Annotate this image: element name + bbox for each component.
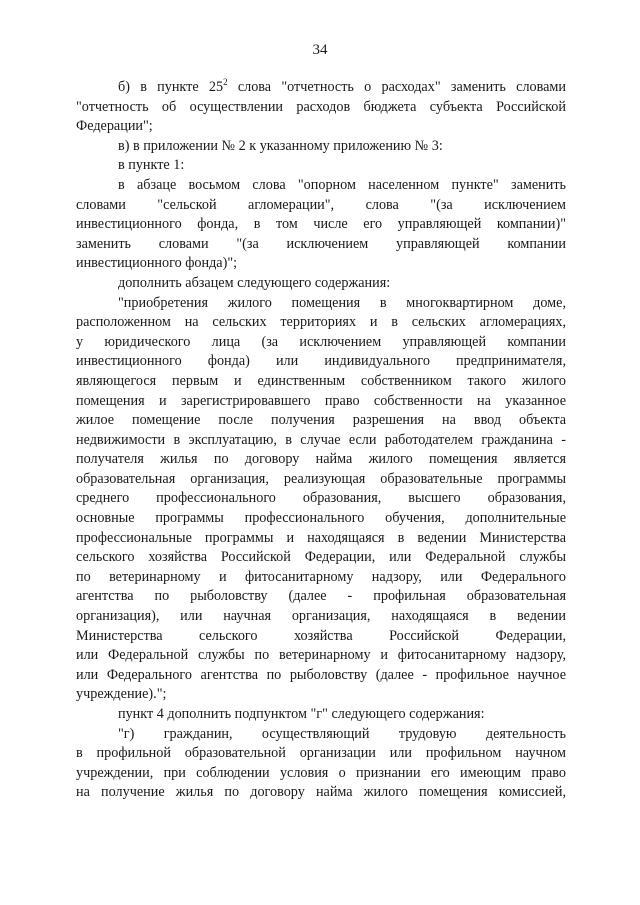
superscript: 2 bbox=[223, 78, 228, 87]
text-line: помещения и зарегистрировавшего право собственности на указанное bbox=[76, 392, 566, 409]
text-line: инвестиционного фонда)"; bbox=[76, 255, 238, 272]
text-line: в пункте 1: bbox=[118, 157, 185, 174]
text-line: в профильной образовательной организации или профильном научном bbox=[76, 745, 566, 762]
text-line: "отчетность об осуществлении расходов бюджета субъекта Российской bbox=[76, 98, 566, 115]
text-line: пункт 4 дополнить подпунктом "г" следующего содержания: bbox=[118, 706, 485, 722]
document-body bbox=[76, 78, 566, 803]
page-number: 34 bbox=[312, 42, 328, 58]
text-line: недвижимости в эксплуатацию, в случае если работодателем гражданина - bbox=[76, 431, 566, 448]
text-line: инвестиционного фонда, в том числе его управляющей компании)" bbox=[76, 216, 566, 233]
text-line: заменить словами "(за исключением управляющей компании bbox=[76, 235, 566, 252]
text-line: словами "сельской агломерации", слова "(за исключением bbox=[76, 196, 566, 213]
text-line: расположенном на сельских территориях и в сельских агломерациях, bbox=[76, 314, 566, 331]
text-line: агентства по рыболовству (далее - профильная образовательная bbox=[76, 588, 566, 605]
text-line: получателя жилья по договору найма жилого помещения является bbox=[76, 451, 566, 468]
text-line: являющегося первым и единственным собственником такого жилого bbox=[76, 372, 566, 389]
text-line: Федерации"; bbox=[76, 118, 153, 135]
text-line: основные программы профессионального обучения, дополнительные bbox=[76, 510, 566, 527]
text-line: среднего профессионального образования, высшего образования, bbox=[76, 490, 566, 507]
text-line: по ветеринарному и фитосанитарному надзору, или Федерального bbox=[76, 568, 566, 585]
text-fragment: слова "отчетность о расходах" заменить словами bbox=[227, 79, 566, 95]
text-line: в абзаце восьмом слова "опорном населенном пункте" заменить bbox=[118, 176, 566, 193]
text-line: или Федеральной службы по ветеринарному и фитосанитарному надзору, bbox=[76, 647, 566, 664]
text-fragment: б) в пункте 25 bbox=[118, 79, 224, 95]
text-line: дополнить абзацем следующего содержания: bbox=[118, 274, 391, 291]
text-line: "приобретения жилого помещения в многоквартирном доме, bbox=[118, 294, 566, 311]
text-line: жилое помещение после получения разрешения на ввод объекта bbox=[76, 412, 566, 429]
text-line: сельского хозяйства Российской Федерации, или Федеральной службы bbox=[76, 549, 566, 566]
text-line: учреждение)."; bbox=[76, 686, 167, 703]
text-line: учреждении, при соблюдении условия о признании его имеющим право bbox=[76, 764, 566, 781]
text-line: инвестиционного фонда) или индивидуального предпринимателя, bbox=[76, 353, 566, 370]
text-line: в) в приложении № 2 к указанному приложению № 3: bbox=[118, 137, 443, 154]
text-line: у юридического лица (за исключением управляющей компании bbox=[76, 333, 566, 350]
text-line: организация), или научная организация, находящаяся в ведении bbox=[76, 608, 566, 625]
text-line bbox=[76, 78, 566, 98]
text-line: или Федерального агентства по рыболовству (далее - профильное научное bbox=[76, 666, 566, 683]
text-line: "г) гражданин, осуществляющий трудовую деятельность bbox=[118, 725, 566, 742]
text-line: образовательная организация, реализующая образовательные программы bbox=[76, 470, 566, 487]
text-line: профессиональные программы и находящаяся в ведении Министерства bbox=[76, 529, 566, 546]
text-line: на получение жилья по договору найма жилого помещения комиссией, bbox=[76, 784, 566, 801]
text-line: Министерства сельского хозяйства Российской Федерации, bbox=[76, 627, 566, 644]
